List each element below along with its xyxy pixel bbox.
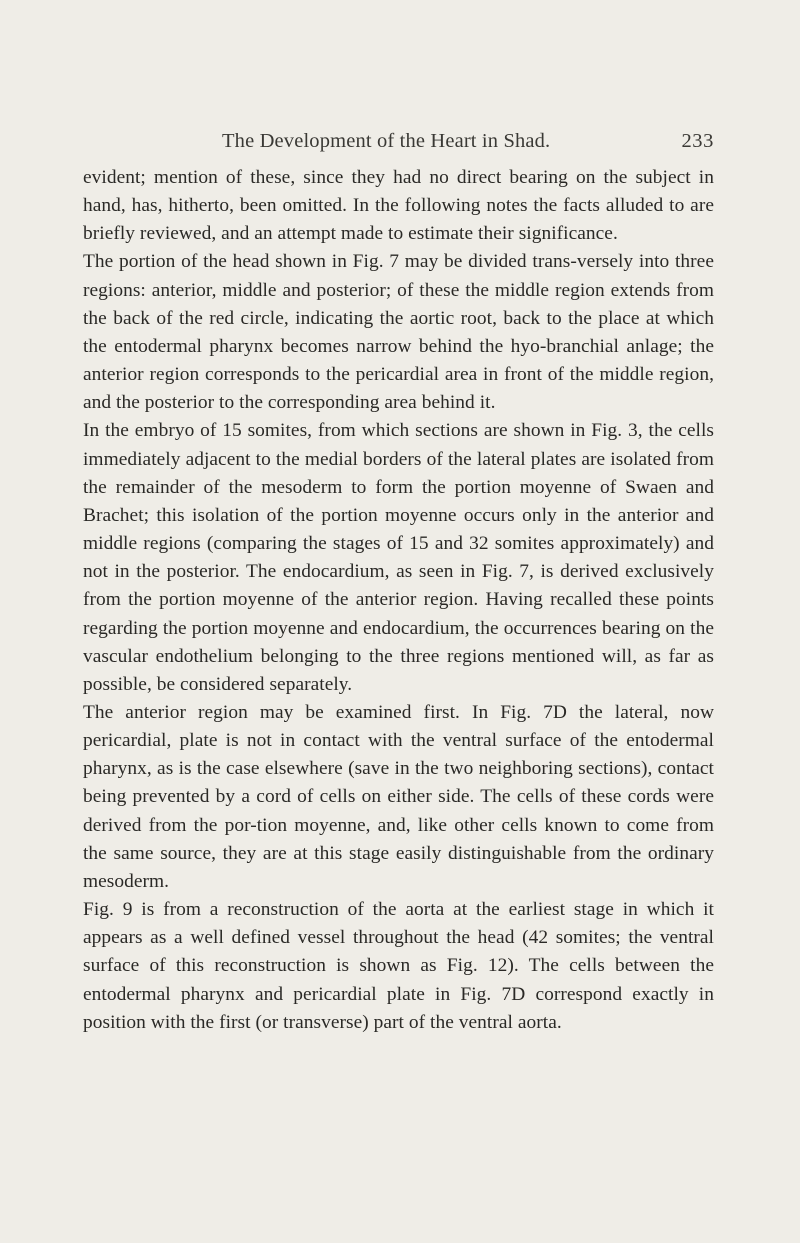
paragraph-head-regions: The portion of the head shown in Fig. 7 may be divided trans-versely into three regions: anterior, middle and posterior; of these the middle region extends from the back of the red circle, indicating the aortic root, back to the place at which the entodermal pharynx becomes narrow behind the hyo-branchial anlage; the anterior region corresponds to the pericardial area in front of the middle region, and the posterior to the corresponding area behind it. (83, 251, 714, 414)
running-head (83, 130, 714, 152)
body-text (83, 164, 714, 1037)
paragraph-anterior-region: The anterior region may be examined first. In Fig. 7D the lateral, now pericardial, plate is not in contact with the ventral surface of the entodermal pharynx, as is the case elsewhere (save in the two neighboring sections), contact being prevented by a cord of cells on either side. The cells of these cords were derived from the por-tion moyenne, and, like other cells known to come from the same source, they are at this stage easily distinguishable from the ordinary mesoderm. (83, 701, 714, 892)
paragraph-portion-moyenne: In the embryo of 15 somites, from which sections are shown in Fig. 3, the cells immediately adjacent to the medial borders of the lateral plates are isolated from the remainder of the mesoderm to form the portion moyenne of Swaen and Brachet; this isolation of the portion moyenne occurs only in the anterior and middle regions (comparing the stages of 15 and 32 somites approximately) and not in the posterior. The endocardium, as seen in Fig. 7, is derived exclusively from the portion moyenne of the anterior region. Having recalled these points regarding the portion moyenne and endocardium, the occurrences bearing on the vascular endothelium belonging to the three regions mentioned will, as far as possible, be considered separately. (83, 420, 714, 695)
page-number: 233 (681, 130, 714, 152)
paragraph-continuation: evident; mention of these, since they had no direct bearing on the subject in hand, has, hitherto, been omitted. In the following notes the facts alluded to are briefly reviewed, and an attempt made to estimate their significance. (83, 167, 714, 245)
paragraph-aorta-reconstruction: Fig. 9 is from a reconstruction of the aorta at the earliest stage in which it appears as a well defined vessel throughout the head (42 somites; the ventral surface of this reconstruction is shown as Fig. 12). The cells between the entodermal pharynx and pericardial plate in Fig. 7D correspond exactly in position with the first (or transverse) part of the ventral aorta. (83, 899, 714, 1033)
running-title: The Development of the Heart in Shad. (222, 130, 551, 152)
